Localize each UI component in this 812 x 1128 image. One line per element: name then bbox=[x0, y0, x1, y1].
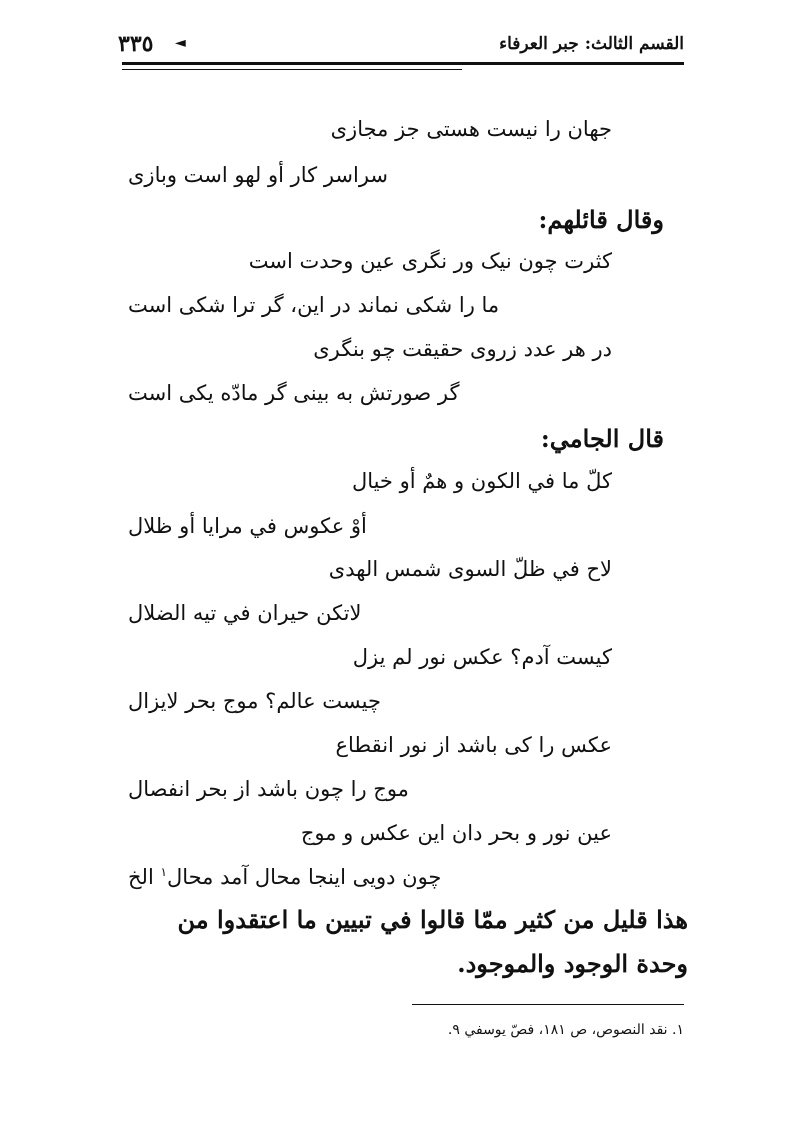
header-rule-thick bbox=[122, 62, 684, 65]
page-number: ٣٣٥ bbox=[118, 31, 154, 57]
quote-heading: وقال قائلهم: bbox=[538, 205, 664, 234]
running-header-title: القسم الثالث: جبر العرفاء bbox=[499, 34, 684, 54]
quote-heading: قال الجامي: bbox=[540, 424, 664, 453]
verse-line: عین نور و بحر دان این عکس و موج bbox=[300, 821, 612, 845]
verse-line: جهان را نیست هستی جز مجازی bbox=[330, 117, 612, 141]
verse-line: سراسر کار أو لهو است وبازی bbox=[128, 163, 389, 187]
verse-end-abbrev: الخ bbox=[128, 865, 154, 889]
verse-line-with-footnote bbox=[128, 865, 441, 889]
verse-line: چیست عالم؟ موج بحر لایزال bbox=[128, 689, 381, 713]
verse-line: گر صورتش به بینی گر مادّه یکی است bbox=[128, 381, 460, 405]
header-rule-thin bbox=[122, 69, 462, 70]
footnote-rule bbox=[412, 1004, 684, 1005]
footnote: ١. نقد النصوص، ص ١٨١، فصّ یوسفي ٩. bbox=[447, 1022, 684, 1038]
verse-line: در هر عدد زروی حقیقت چو بنگری bbox=[313, 337, 612, 361]
verse-text: چون دویی اینجا محال آمد محال bbox=[166, 865, 442, 889]
verse-line: ما را شکی نماند در این، گر ترا شکی است bbox=[128, 293, 500, 317]
verse-line: عکس را کی باشد از نور انقطاع bbox=[335, 733, 612, 757]
verse-line: أوْ عکوس في مرایا أو ظلال bbox=[128, 514, 367, 538]
footnote-marker: ١ bbox=[160, 865, 167, 879]
verse-line: لاح في ظلّ السوی شمس الهدی bbox=[328, 557, 612, 581]
verse-line: کلّ ما في الکون و همٌ أو خیال bbox=[351, 469, 612, 493]
body-paragraph: هذا قلیل من کثیر ممّا قالوا في تبیین ما اعتقدوا من وحدة الوجود والموجود. bbox=[177, 905, 688, 978]
verse-line: موج را چون باشد از بحر انفصال bbox=[128, 777, 409, 801]
verse-line: کثرت چون نیک ور نگری عین وحدت است bbox=[248, 249, 612, 273]
header-arrow-icon: ◄ bbox=[175, 35, 186, 51]
verse-line: لاتکن حیران في تیه الضلال bbox=[128, 601, 362, 625]
verse-line: کیست آدم؟ عکس نور لم یزل bbox=[352, 645, 612, 669]
